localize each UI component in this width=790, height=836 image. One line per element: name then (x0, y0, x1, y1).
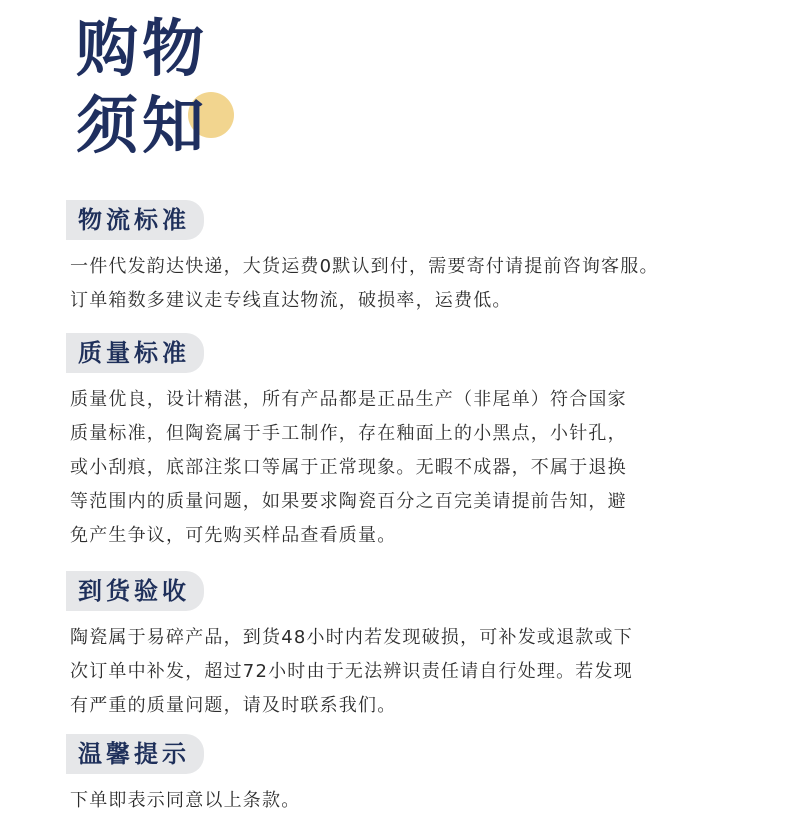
section-heading-acceptance: 到货验收 (66, 571, 204, 611)
section-logistics (66, 200, 766, 318)
section-text-tips: 下单即表示同意以上条款。 (70, 790, 301, 812)
section-text-quality: 质量优良，设计精湛，所有产品都是正品生产（非尾单）符合国家 质量标准，但陶瓷属于手工制作，存在釉面上的小黑点，小针孔， 或小刮痕，底部注浆口等属于正常现象。无暇不成器，不属于退换 等范围内的质量问题，如果要求陶瓷百分之百完美请提前告知，避 免产生争议，可先购买样品查看质量。 (70, 389, 627, 547)
section-text-logistics: 一件代发韵达快递，大货运费0默认到付，需要寄付请提前咨询客服。 订单箱数多建议走专线直达物流，破损率，运费低。 (70, 256, 659, 312)
section-heading-logistics: 物流标准 (66, 200, 204, 240)
section-text-acceptance: 陶瓷属于易碎产品，到货48小时内若发现破损，可补发或退款或下 次订单中补发，超过72小时由于无法辨识责任请自行处理。若发现 有严重的质量问题，请及时联系我们。 (70, 627, 633, 717)
page-title-line-2: 须知 (76, 89, 209, 162)
section-acceptance (66, 571, 766, 723)
page-title-line-1: 购物 (76, 12, 209, 85)
section-tips (66, 734, 766, 818)
section-heading-quality: 质量标准 (66, 333, 204, 373)
section-heading-tips: 温馨提示 (66, 734, 204, 774)
page-title (72, 8, 232, 168)
section-quality (66, 333, 766, 553)
